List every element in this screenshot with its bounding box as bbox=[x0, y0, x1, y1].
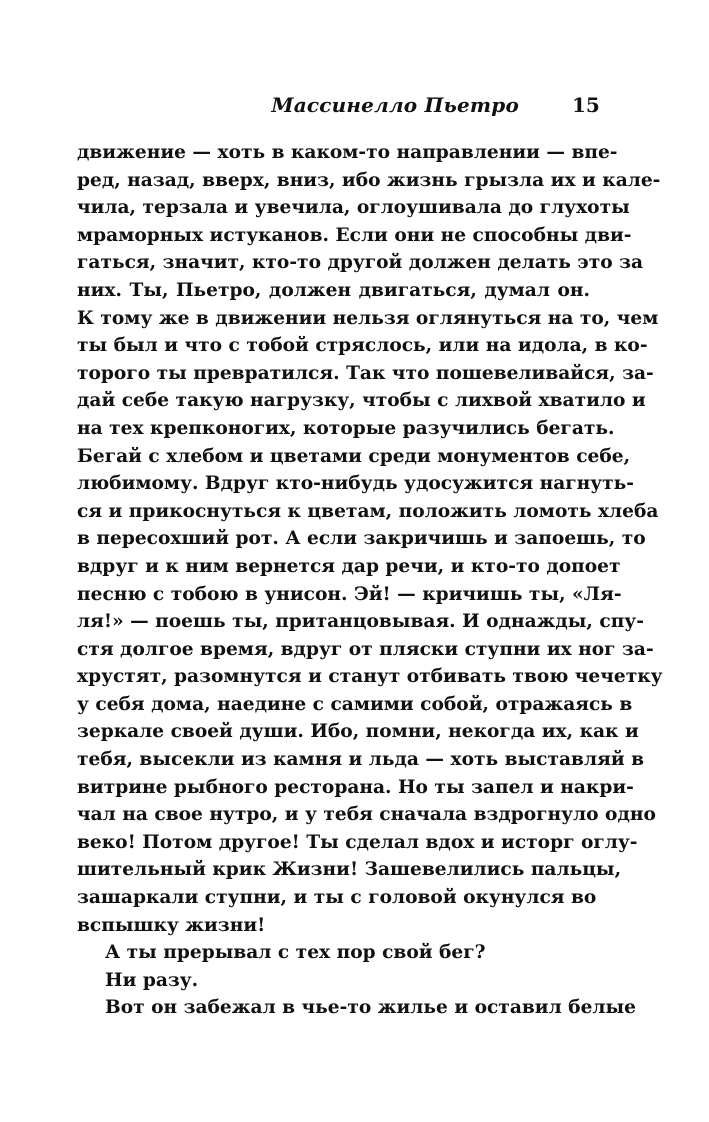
text-line: них. Ты, Пьетро, должен двигаться, думал он. bbox=[77, 279, 590, 301]
dialogue-line: А ты прерывал с тех пор свой бег? bbox=[105, 942, 486, 964]
text-line: чила, терзала и увечила, оглоушивала до глухоты bbox=[77, 197, 630, 219]
text-line: хрустят, разомнутся и станут отбивать твою чечетку bbox=[77, 666, 663, 688]
text-line: мраморных истуканов. Если они не способны дви- bbox=[77, 224, 632, 246]
body-text bbox=[77, 139, 663, 1022]
text-line: ред, назад, вверх, вниз, ибо жизнь грызла их и кале- bbox=[77, 169, 661, 191]
text-line: ты был и что с тобой стряслось, или на идола, в ко- bbox=[77, 335, 648, 357]
page-number: 15 bbox=[572, 93, 600, 117]
running-header bbox=[0, 93, 709, 123]
text-line: зашаркали ступни, и ты с головой окунулся во bbox=[77, 887, 597, 909]
text-line: дай себе такую нагрузку, чтобы с лихвой хватило и bbox=[77, 390, 646, 412]
text-line: тебя, высекли из камня и льда — хоть выставляй в bbox=[77, 749, 645, 771]
text-line: Бегай с хлебом и цветами среди монументов себе, bbox=[77, 445, 631, 467]
text-line: К тому же в движении нельзя оглянуться на то, чем bbox=[77, 307, 659, 329]
text-line: на тех крепконогих, которые разучились бегать. bbox=[77, 417, 615, 439]
text-line: стя долгое время, вдруг от пляски ступни их ног за- bbox=[77, 638, 654, 660]
paragraph-start-line: Вот он забежал в чье-то жилье и оставил белые bbox=[105, 997, 636, 1019]
text-line: витрине рыбного ресторана. Но ты запел и накри- bbox=[77, 776, 634, 798]
text-line: песню с тобою в унисон. Эй! — кричишь ты, «Ля- bbox=[77, 583, 622, 605]
text-line: торого ты превратился. Так что пошевеливайся, за- bbox=[77, 362, 654, 384]
dialogue-line: Ни разу. bbox=[105, 969, 199, 991]
text-line: ля!» — поешь ты, пританцовывая. И однажды, спу- bbox=[77, 611, 644, 633]
paragraph-end-line: вспышку жизни! bbox=[77, 914, 266, 936]
text-line: гаться, значит, кто-то другой должен делать это за bbox=[77, 252, 644, 274]
text-line: движение — хоть в каком-то направлении — впе- bbox=[77, 142, 618, 163]
text-line: ся и прикоснуться к цветам, положить ломоть хлеба bbox=[77, 500, 659, 522]
text-line: вдруг и к ним вернется дар речи, и кто-то допоет bbox=[77, 555, 621, 577]
text-line: зеркале своей души. Ибо, помни, некогда их, как и bbox=[77, 721, 639, 743]
text-line: в пересохший рот. А если закричишь и запоешь, то bbox=[77, 528, 646, 550]
running-title: Массинелло Пьетро bbox=[271, 93, 519, 117]
text-line: веко! Потом другое! Ты сделал вдох и исторг оглу- bbox=[77, 831, 638, 853]
text-line: чал на свое нутро, и у тебя сначала вздрогнуло одно bbox=[77, 804, 656, 826]
text-line: у себя дома, наедине с самими собой, отражаясь в bbox=[77, 693, 633, 715]
text-line: любимому. Вдруг кто-нибудь удосужится нагнуть- bbox=[77, 473, 635, 495]
text-line: шительный крик Жизни! Зашевелились пальцы, bbox=[77, 859, 622, 881]
